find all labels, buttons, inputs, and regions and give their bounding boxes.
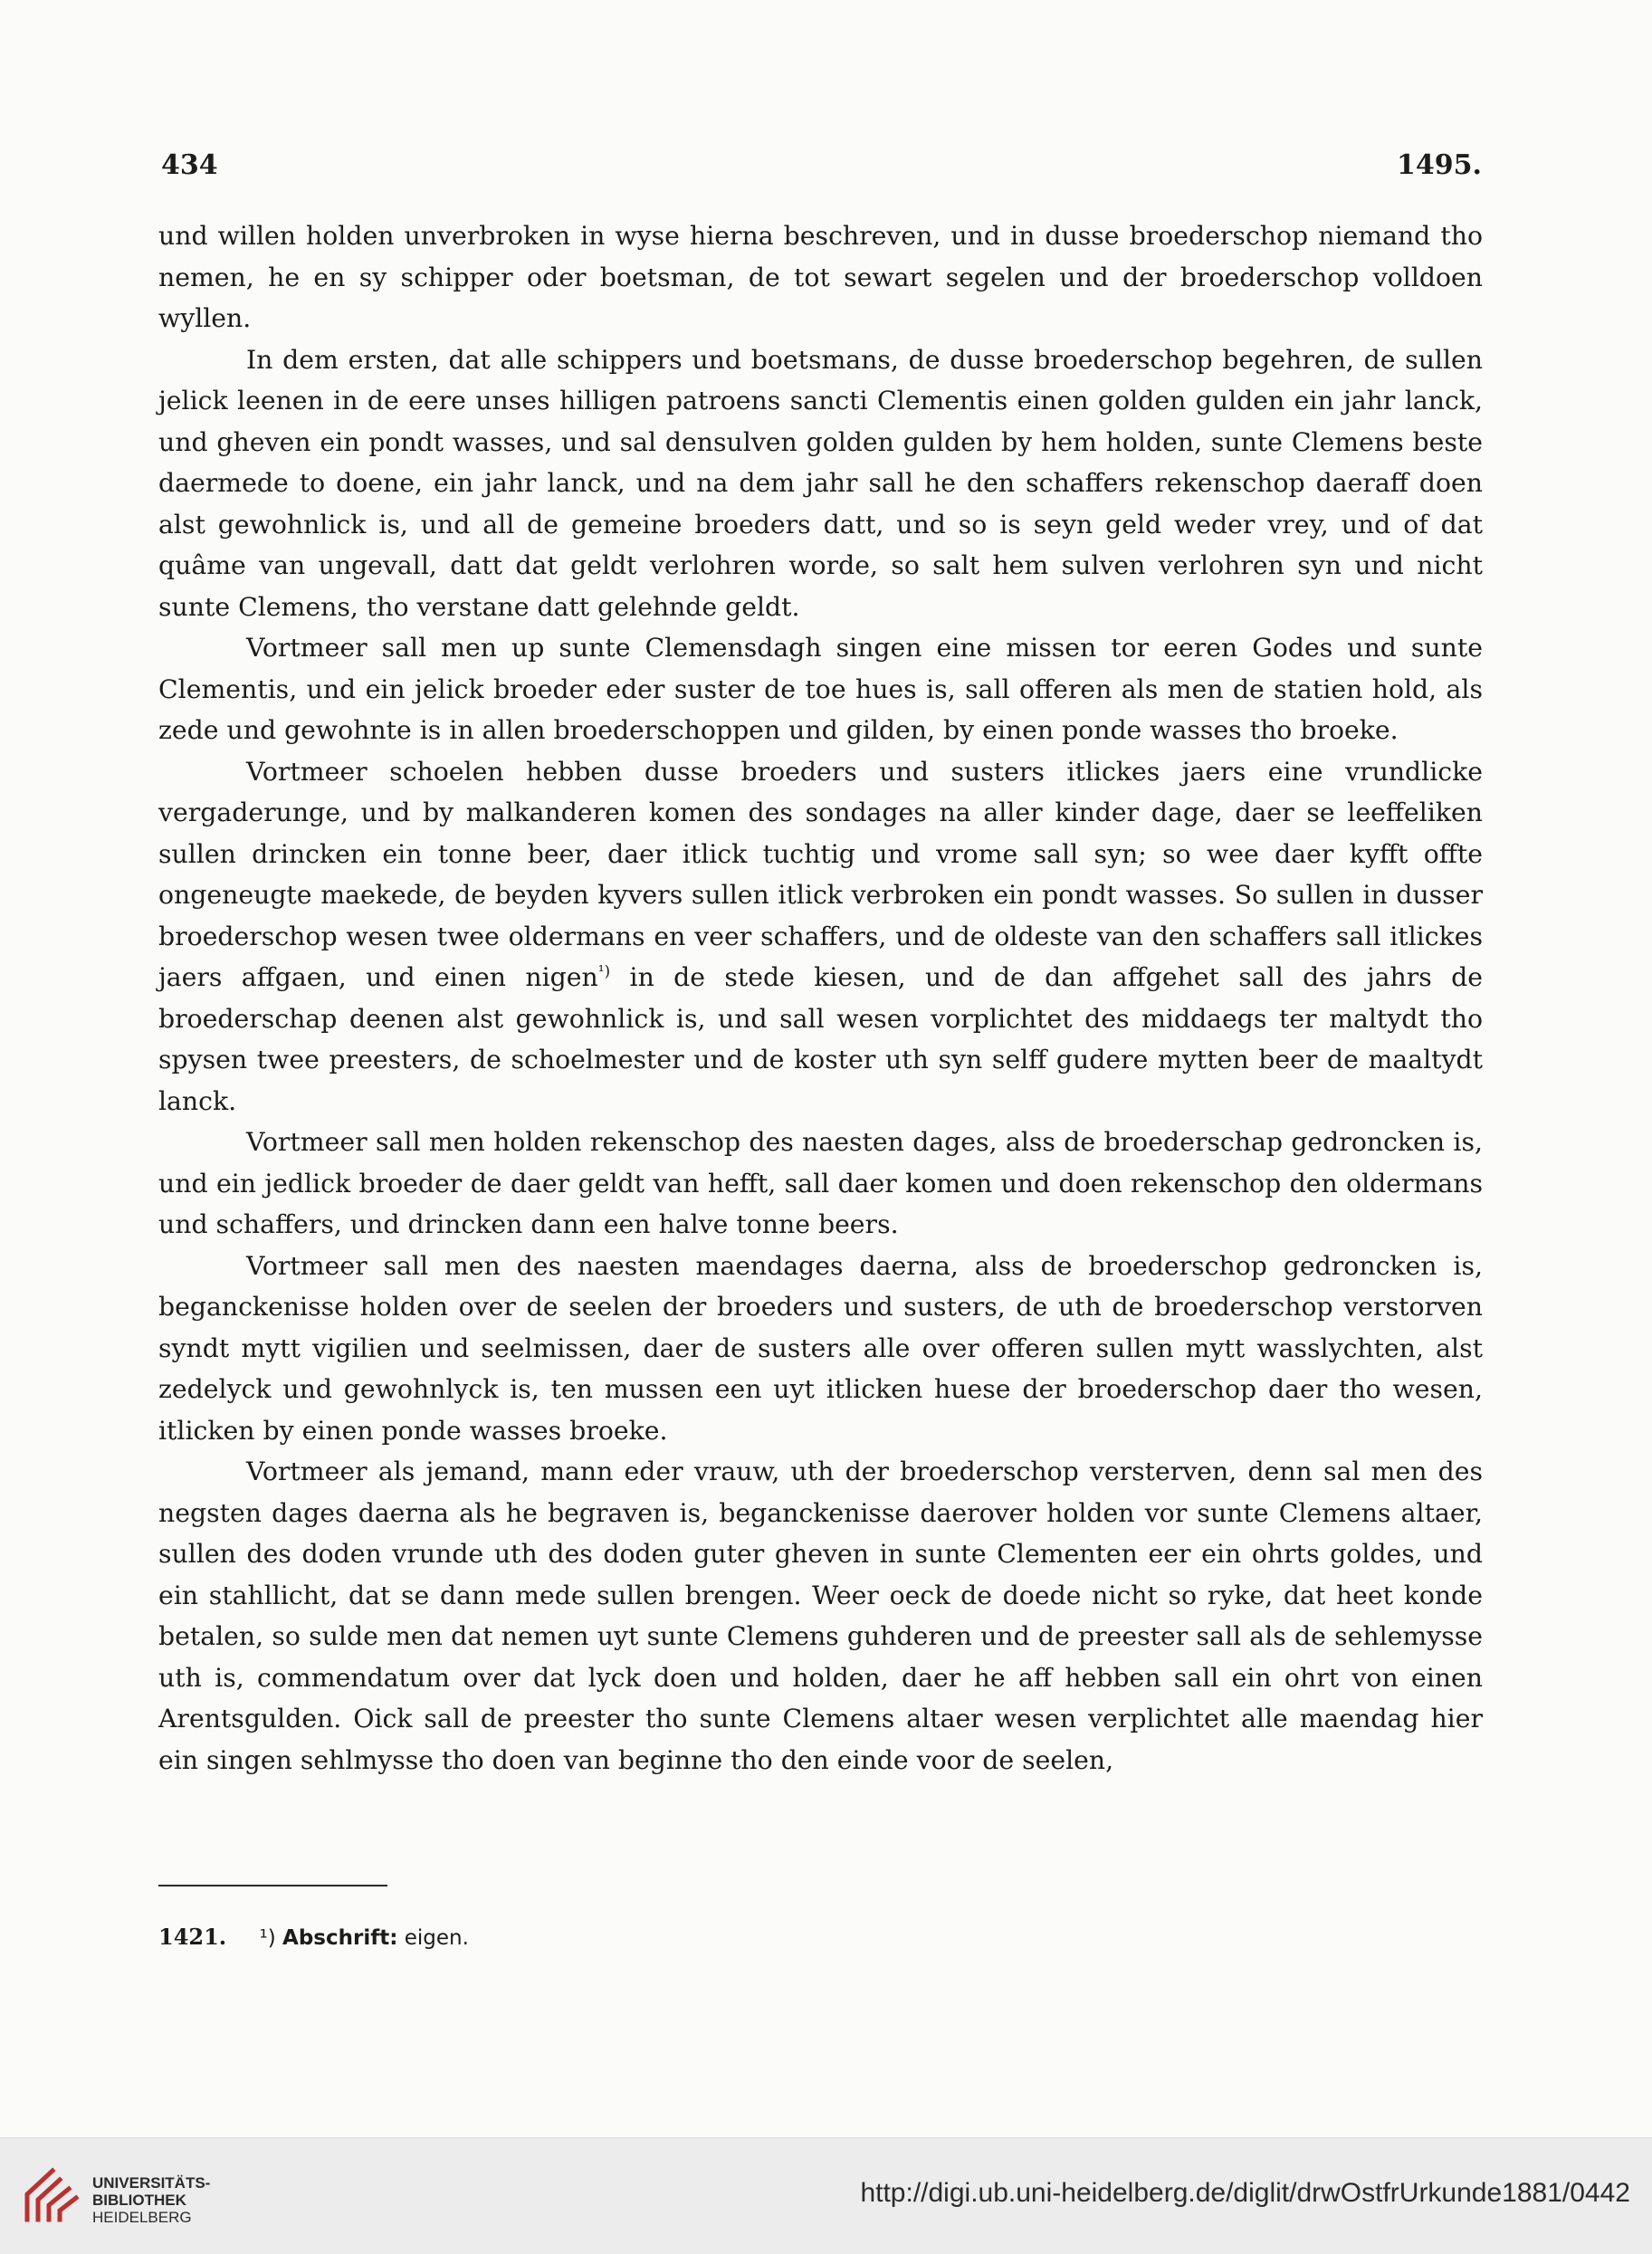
paragraph: Vortmeer als jemand, mann eder vrauw, uth der broederschop versterven, denn sal men des negsten dages daerna als he begraven is, beganckenisse daerover holden vor sunte Clemens altaer, sullen des doden vrunde uth des doden guter gheven in sunte Clementen eer ein ohrts goldes, und ein stahllicht, dat se dann mede sullen brengen. Weer oeck de doede nicht so ryke, dat heet konde betalen, so sulde men dat nemen uyt sunte Clemens guhderen und de preester sall als de sehlemysse uth is, commendatum over dat lyck doen und holden, daer he aff hebben sall ein ohrt von einen Arentsgulden. Oick sall de preester tho sunte Clemens altaer wesen verplichtet alle maendag hier ein singen sehlmysse tho doen van beginne tho den einde voor de seelen, bbox=[158, 1457, 1483, 1775]
paragraph: Vortmeer sall men holden rekenschop des naesten dages, alss de broederschap gedroncken is, und ein jedlick broeder de daer geldt van hefft, sall daer komen und doen rekenschop den oldermans und schaffers, und drincken dann een halve tonne beers. bbox=[158, 1127, 1483, 1239]
page-number: 434 bbox=[161, 149, 218, 181]
header-year: 1495. bbox=[1397, 149, 1482, 181]
footnote-document-number: 1421. bbox=[158, 1924, 227, 1950]
paragraph: In dem ersten, dat alle schippers und boetsmans, de dusse broederschop begehren, de sullen jelick leenen in de eere unses hilligen patroens sancti Clementis einen golden gulden ein jahr lanck, und gheven ein pondt wasses, und sal densulven golden gulden by hem holden, sunte Clemens beste daermede to doene, ein jahr lanck, und na dem jahr sall he den schaffers rekenschop daeraff doen alst gewohnlick is, und all de gemeine broeders datt, und so is seyn geld weder vrey, und of dat quâme van ungevall, datt dat geldt verlohren worde, so salt hem sulven verlohren syn und nicht sunte Clemens, tho verstane datt gelehnde geldt. bbox=[158, 344, 1483, 622]
body-text bbox=[158, 215, 1483, 1781]
paragraph: Vortmeer sall men des naesten maendages daerna, alss de broederschop gedroncken is, beganckenisse holden over de seelen der broeders und susters, de uth de broederschop verstorven syndt mytt vigilien und seelmissen, daer de susters alle over offeren sullen mytt wasslychten, alst zedelyck und gewohnlyck is, ten mussen een uyt itlicken huese der broederschop daer tho wesen, itlicken by einen ponde wasses broeke. bbox=[158, 1250, 1483, 1446]
library-name-line: UNIVERSITÄTS- bbox=[92, 2174, 211, 2192]
library-name-line: BIBLIOTHEK bbox=[92, 2192, 186, 2209]
library-name-line: HEIDELBERG bbox=[92, 2209, 192, 2226]
viewer-footer bbox=[0, 2137, 1652, 2254]
paragraph: Vortmeer sall men up sunte Clemensdagh singen eine missen tor eeren Godes und sunte Clementis, und ein jelick broeder eder suster de toe hues is, sall offeren als men de statien hold, als zede und gewohnte is in allen broederschoppen und gilden, by einen ponde wasses tho broeke. bbox=[158, 633, 1483, 745]
footnote-label: Abschrift: bbox=[282, 1926, 398, 1950]
running-header bbox=[161, 149, 1482, 181]
footnote-reference[interactable]: ¹) bbox=[597, 962, 611, 981]
paragraph-text: in de stede kiesen, und de dan affgehet sall des jahrs de broederschap deenen alst gewohnlick is, und sall wesen vorplichtet des middaegs ter maltydt tho spysen twee preesters, de schoelmester und de koster uth syn selff gudere mytten beer de maaltydt lanck. bbox=[158, 962, 1483, 1116]
paragraph-text: Vortmeer schoelen hebben dusse broeders und susters itlickes jaers eine vrundlicke vergaderunge, und by malkanderen komen des sondages na aller kinder dage, daer se leeffeliken sullen drincken ein tonne beer, daer itlick tuchtig und vrome sall syn; so wee daer kyfft offte ongeneugte maekede, de beyden kyvers sullen itlick verbroken ein pondt wasses. So sullen in dusser broederschop wesen twee oldermans en veer schaffers, und de oldeste van den schaffers sall itlickes jaers affgaen, und einen nigen bbox=[158, 756, 1483, 992]
university-library-logo-icon bbox=[20, 2163, 83, 2229]
paragraph: und willen holden unverbroken in wyse hierna beschreven, und in dusse broederschop niemand tho nemen, he en sy schipper oder boetsman, de tot sewart segelen und der broederschop volldoen wyllen. bbox=[158, 221, 1483, 333]
footnote-text bbox=[260, 1926, 469, 1950]
footnote-value: eigen. bbox=[397, 1926, 469, 1950]
footnote bbox=[158, 1924, 469, 1950]
paragraph bbox=[158, 751, 1483, 1122]
footnote-marker: ¹) bbox=[259, 1926, 276, 1950]
library-name bbox=[92, 2174, 210, 2226]
footnote-divider bbox=[158, 1885, 387, 1886]
permalink-url[interactable]: http://digi.ub.uni-heidelberg.de/diglit/drwOstfrUrkunde1881/0442 bbox=[860, 2178, 1630, 2208]
